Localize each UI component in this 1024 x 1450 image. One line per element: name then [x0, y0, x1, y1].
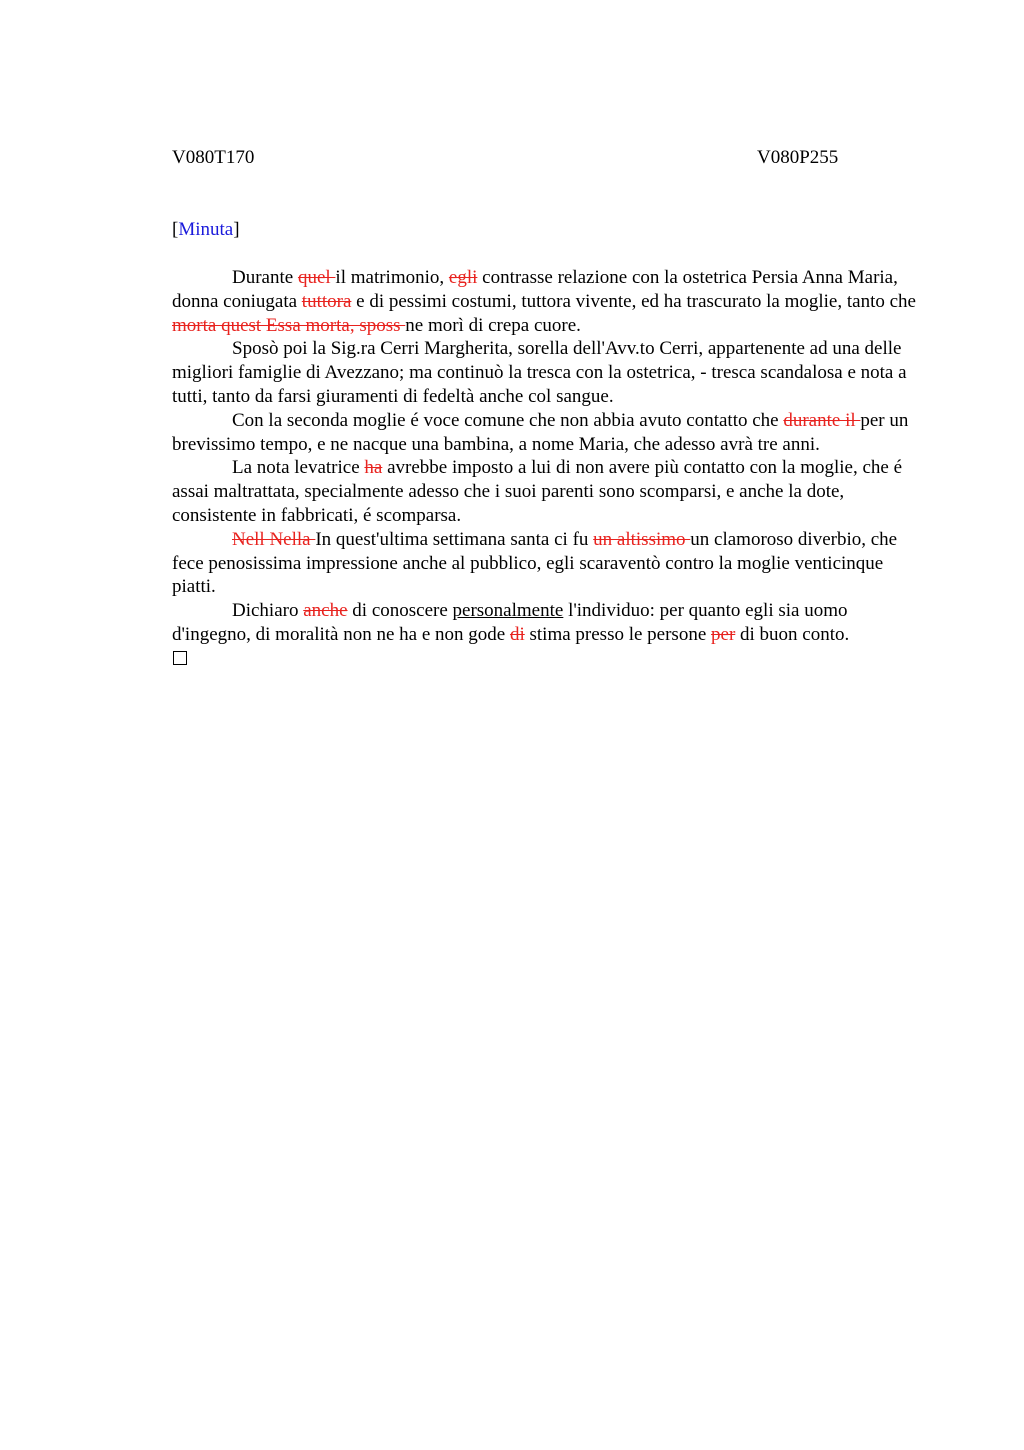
- bracket-open: [: [172, 219, 179, 240]
- text-run: e di pessimi costumi, tuttora vivente, ed ha trascurato la moglie, tanto che: [351, 290, 916, 312]
- document-body: [172, 266, 924, 665]
- text-run: di buon conto.: [735, 623, 850, 645]
- paragraph: [172, 337, 924, 408]
- draft-label-word: Minuta: [178, 219, 234, 240]
- bracket-close: ]: [233, 219, 240, 240]
- text-run: ne morì di crepa cuore.: [405, 314, 581, 336]
- deleted-text: ha: [364, 457, 383, 479]
- end-of-document-box-icon: [173, 651, 187, 665]
- text-run: per un brevissimo tempo, e ne nacque una bambina, a nome Maria, che adesso avrà tre anni.: [172, 409, 909, 455]
- text-run: avrebbe imposto a lui di non avere più contatto con la moglie, che é assai maltrattata, specialmente adesso che i suoi parenti sono scomparsi, e anche la dote, consistente in fabbricati, é scomparsa.: [172, 457, 903, 526]
- deleted-text: quel: [297, 267, 336, 288]
- deleted-text: anche: [303, 600, 348, 622]
- text-run: Dichiaro: [232, 600, 304, 622]
- text-run: il matrimonio,: [335, 267, 449, 288]
- paragraph: [172, 409, 924, 457]
- deleted-text: tuttora: [301, 290, 352, 312]
- text-run: Sposò poi la Sig.ra Cerri Margherita, sorella dell'Avv.to Cerri, appartenente ad una delle migliori famiglie di Avezzano; ma continuò la tresca con la ostetrica, - tresca scandalosa e nota a tutti, tanto da farsi giuramenti di fedeltà anche col sangue.: [172, 338, 907, 407]
- draft-label: [172, 218, 240, 242]
- text-run: l'individuo: per quanto egli sia uomo d'ingegno, di moralità non ne ha e non gode: [172, 600, 848, 645]
- text-run: La nota levatrice: [232, 457, 365, 479]
- paragraph: [172, 266, 924, 337]
- document-code-right: V080P255: [757, 147, 839, 168]
- paragraph: [172, 599, 924, 647]
- text-run: contrasse relazione con la ostetrica Persia Anna Maria, donna coniugata: [172, 267, 898, 312]
- deleted-text: di: [509, 623, 525, 645]
- text-run: In quest'ultima settimana santa ci fu: [315, 528, 594, 550]
- text-run: Durante: [232, 267, 298, 288]
- text-run: un clamoroso diverbio, che fece penosissima impressione anche al pubblico, egli scaraventò contro la moglie venticinque piatti.: [172, 528, 898, 598]
- underlined-text: personalmente: [452, 600, 564, 622]
- deleted-text: durante il: [783, 409, 861, 431]
- paragraph: [172, 456, 924, 527]
- document-code-left: V080T170: [172, 147, 255, 168]
- deleted-text: un altissimo: [593, 528, 691, 550]
- deleted-text: Nell Nella: [232, 528, 316, 550]
- text-run: Con la seconda moglie é voce comune che non abbia avuto contatto che: [232, 409, 784, 431]
- paragraph: [172, 528, 924, 599]
- deleted-text: morta quest Essa morta, sposs: [172, 314, 406, 336]
- text-run: stima presso le persone: [524, 623, 712, 645]
- deleted-text: egli: [448, 267, 478, 288]
- text-run: di conoscere: [347, 600, 453, 622]
- deleted-text: per: [711, 623, 736, 645]
